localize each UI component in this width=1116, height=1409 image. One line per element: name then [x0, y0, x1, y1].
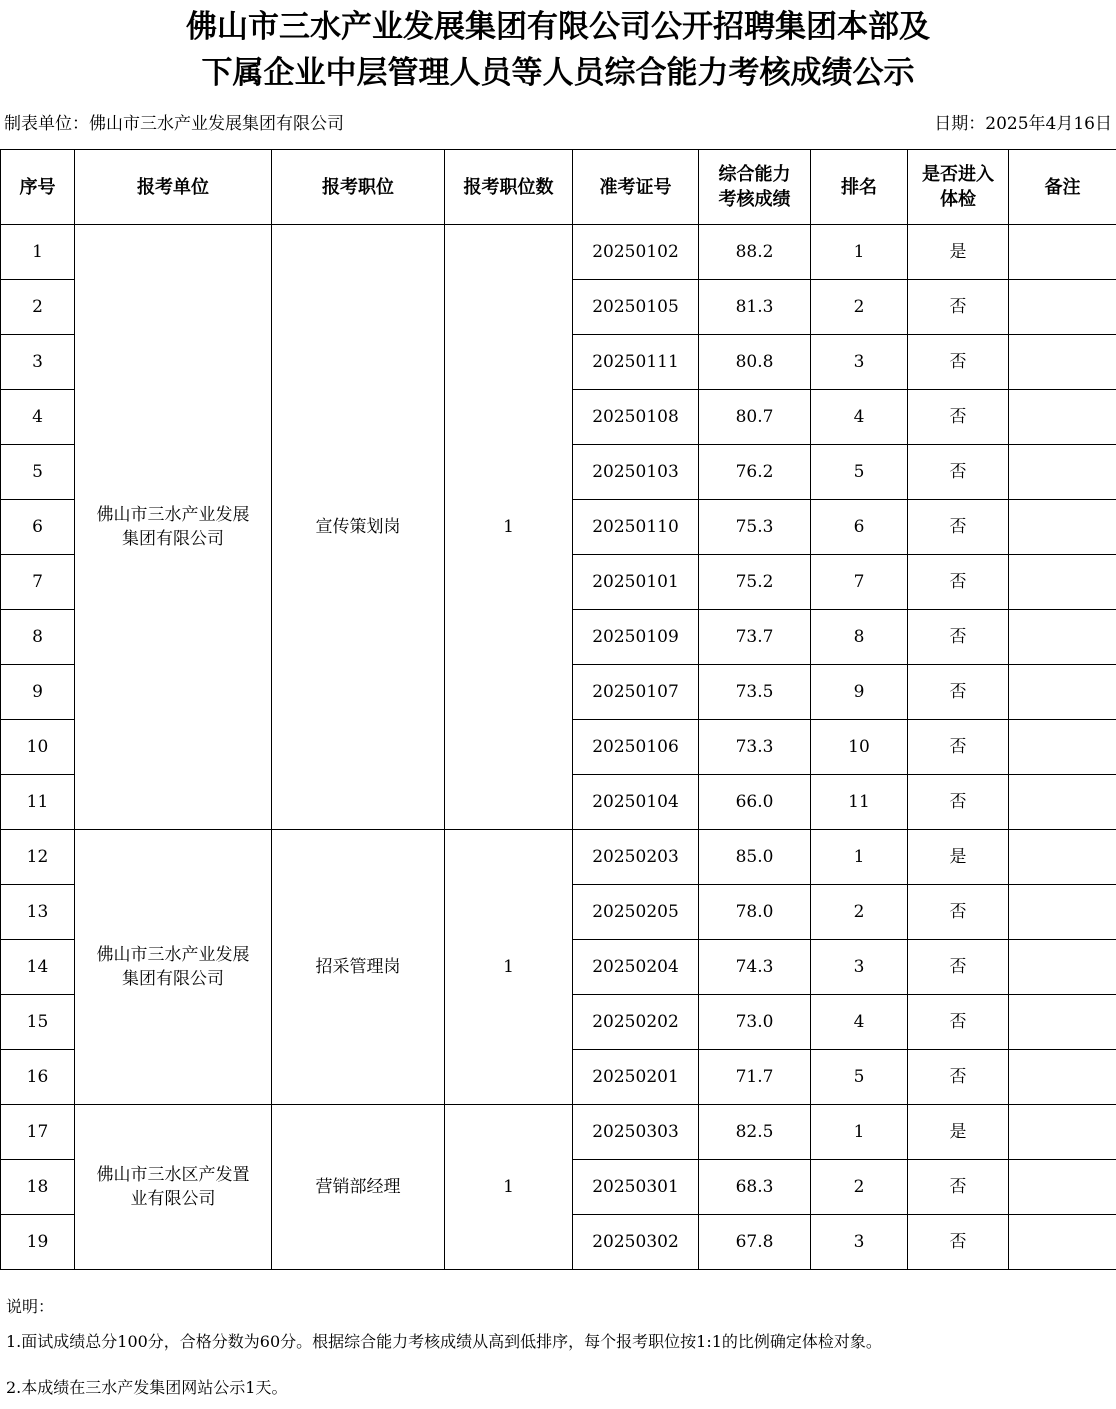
unit-line-2: 集团有限公司: [122, 529, 224, 549]
cell-remark: [1009, 885, 1116, 940]
cell-position: 招采管理岗: [272, 830, 445, 1105]
unit-line-2: 集团有限公司: [122, 969, 224, 989]
cell-seq: 1: [1, 225, 75, 280]
header-score-line-1: 综合能力: [718, 164, 791, 185]
cell-score: 75.2: [699, 555, 811, 610]
notes-heading: 说明：: [6, 1297, 55, 1316]
cell-exam-id: 20250109: [573, 610, 699, 665]
cell-exam-id: 20250106: [573, 720, 699, 775]
cell-exam-id: 20250201: [573, 1050, 699, 1105]
cell-exam-id: 20250108: [573, 390, 699, 445]
cell-score: 73.7: [699, 610, 811, 665]
cell-rank: 3: [811, 335, 908, 390]
cell-score: 73.5: [699, 665, 811, 720]
cell-seq: 18: [1, 1160, 75, 1215]
cell-rank: 11: [811, 775, 908, 830]
cell-physical: 否: [908, 1050, 1009, 1105]
cell-score: 68.3: [699, 1160, 811, 1215]
cell-rank: 4: [811, 995, 908, 1050]
cell-rank: 8: [811, 610, 908, 665]
cell-physical: 否: [908, 335, 1009, 390]
cell-score: 80.8: [699, 335, 811, 390]
cell-physical: 否: [908, 555, 1009, 610]
cell-physical: 否: [908, 610, 1009, 665]
cell-exam-id: 20250203: [573, 830, 699, 885]
cell-unit: [75, 830, 272, 1105]
cell-remark: [1009, 335, 1116, 390]
cell-remark: [1009, 720, 1116, 775]
cell-remark: [1009, 555, 1116, 610]
header-unit: 报考单位: [75, 150, 272, 225]
table-row: [1, 830, 1116, 885]
cell-remark: [1009, 830, 1116, 885]
cell-seq: 9: [1, 665, 75, 720]
cell-rank: 1: [811, 225, 908, 280]
cell-rank: 5: [811, 445, 908, 500]
header-physical-line-1: 是否进入: [922, 164, 994, 185]
cell-remark: [1009, 500, 1116, 555]
cell-rank: 3: [811, 1215, 908, 1270]
cell-seq: 4: [1, 390, 75, 445]
cell-unit: [75, 1105, 272, 1270]
cell-exam-id: 20250301: [573, 1160, 699, 1215]
cell-remark: [1009, 225, 1116, 280]
header-score-line-2: 考核成绩: [718, 189, 791, 210]
cell-rank: 1: [811, 830, 908, 885]
cell-seq: 7: [1, 555, 75, 610]
cell-remark: [1009, 665, 1116, 720]
cell-seq: 19: [1, 1215, 75, 1270]
note-item-2: 2.本成绩在三水产发集团网站公示1天。: [6, 1378, 288, 1397]
cell-unit: [75, 225, 272, 830]
cell-rank: 1: [811, 1105, 908, 1160]
cell-remark: [1009, 610, 1116, 665]
cell-score: 73.0: [699, 995, 811, 1050]
cell-rank: 2: [811, 885, 908, 940]
note-item-1: 1.面试成绩总分100分，合格分数为60分。根据综合能力考核成绩从高到低排序，每个报考职位按1:1的比例确定体检对象。: [6, 1332, 882, 1351]
cell-rank: 3: [811, 940, 908, 995]
cell-physical: 是: [908, 830, 1009, 885]
page-title-line-2: 下属企业中层管理人员等人员综合能力考核成绩公示: [201, 55, 915, 91]
cell-remark: [1009, 445, 1116, 500]
table-row: [1, 225, 1116, 280]
cell-seq: 11: [1, 775, 75, 830]
cell-rank: 5: [811, 1050, 908, 1105]
header-position-count: 报考职位数: [445, 150, 573, 225]
cell-score: 88.2: [699, 225, 811, 280]
cell-physical: 否: [908, 775, 1009, 830]
issuing-unit: 制表单位：佛山市三水产业发展集团有限公司: [4, 114, 344, 134]
header-seq: 序号: [1, 150, 75, 225]
cell-position-count: 1: [445, 830, 573, 1105]
cell-exam-id: 20250104: [573, 775, 699, 830]
cell-exam-id: 20250111: [573, 335, 699, 390]
cell-exam-id: 20250110: [573, 500, 699, 555]
cell-score: 85.0: [699, 830, 811, 885]
cell-exam-id: 20250103: [573, 445, 699, 500]
cell-exam-id: 20250202: [573, 995, 699, 1050]
cell-score: 74.3: [699, 940, 811, 995]
unit-line-1: 佛山市三水产业发展: [96, 945, 250, 965]
cell-rank: 9: [811, 665, 908, 720]
cell-remark: [1009, 1050, 1116, 1105]
cell-rank: 4: [811, 390, 908, 445]
cell-exam-id: 20250102: [573, 225, 699, 280]
publish-date: 日期：2025年4月16日: [934, 114, 1112, 134]
cell-physical: 否: [908, 280, 1009, 335]
cell-position: 营销部经理: [272, 1105, 445, 1270]
cell-score: 73.3: [699, 720, 811, 775]
cell-exam-id: 20250302: [573, 1215, 699, 1270]
cell-seq: 6: [1, 500, 75, 555]
header-physical-line-2: 体检: [940, 189, 976, 210]
cell-position: 宣传策划岗: [272, 225, 445, 830]
unit-line-1: 佛山市三水区产发置: [96, 1165, 250, 1185]
page-title-line-1: 佛山市三水产业发展集团有限公司公开招聘集团本部及: [186, 9, 930, 45]
cell-score: 67.8: [699, 1215, 811, 1270]
cell-exam-id: 20250107: [573, 665, 699, 720]
cell-score: 80.7: [699, 390, 811, 445]
header-score: [699, 150, 811, 225]
cell-physical: 否: [908, 1160, 1009, 1215]
header-physical: [908, 150, 1009, 225]
cell-rank: 7: [811, 555, 908, 610]
cell-seq: 8: [1, 610, 75, 665]
cell-position-count: 1: [445, 1105, 573, 1270]
cell-seq: 16: [1, 1050, 75, 1105]
cell-position-count: 1: [445, 225, 573, 830]
cell-seq: 5: [1, 445, 75, 500]
cell-remark: [1009, 1215, 1116, 1270]
table-header-row: [1, 150, 1116, 225]
cell-remark: [1009, 280, 1116, 335]
cell-remark: [1009, 940, 1116, 995]
cell-seq: 14: [1, 940, 75, 995]
cell-seq: 17: [1, 1105, 75, 1160]
cell-physical: 否: [908, 500, 1009, 555]
cell-exam-id: 20250205: [573, 885, 699, 940]
cell-remark: [1009, 390, 1116, 445]
cell-physical: 否: [908, 445, 1009, 500]
header-position: 报考职位: [272, 150, 445, 225]
cell-remark: [1009, 1105, 1116, 1160]
cell-seq: 2: [1, 280, 75, 335]
cell-remark: [1009, 1160, 1116, 1215]
results-table: [0, 149, 1116, 1270]
cell-seq: 3: [1, 335, 75, 390]
cell-exam-id: 20250204: [573, 940, 699, 995]
cell-score: 81.3: [699, 280, 811, 335]
cell-score: 75.3: [699, 500, 811, 555]
cell-physical: 否: [908, 720, 1009, 775]
cell-score: 66.0: [699, 775, 811, 830]
cell-seq: 13: [1, 885, 75, 940]
cell-remark: [1009, 775, 1116, 830]
cell-score: 82.5: [699, 1105, 811, 1160]
cell-exam-id: 20250105: [573, 280, 699, 335]
cell-rank: 2: [811, 1160, 908, 1215]
cell-rank: 10: [811, 720, 908, 775]
cell-physical: 否: [908, 390, 1009, 445]
cell-physical: 否: [908, 665, 1009, 720]
table-row: [1, 1105, 1116, 1160]
cell-physical: 否: [908, 1215, 1009, 1270]
cell-seq: 10: [1, 720, 75, 775]
cell-score: 71.7: [699, 1050, 811, 1105]
cell-physical: 否: [908, 995, 1009, 1050]
cell-score: 76.2: [699, 445, 811, 500]
cell-rank: 2: [811, 280, 908, 335]
cell-physical: 否: [908, 940, 1009, 995]
cell-physical: 否: [908, 885, 1009, 940]
cell-score: 78.0: [699, 885, 811, 940]
header-exam-id: 准考证号: [573, 150, 699, 225]
cell-seq: 12: [1, 830, 75, 885]
header-remark: 备注: [1009, 150, 1116, 225]
cell-exam-id: 20250101: [573, 555, 699, 610]
cell-physical: 是: [908, 225, 1009, 280]
cell-physical: 是: [908, 1105, 1009, 1160]
cell-exam-id: 20250303: [573, 1105, 699, 1160]
header-rank: 排名: [811, 150, 908, 225]
cell-remark: [1009, 995, 1116, 1050]
unit-line-1: 佛山市三水产业发展: [96, 505, 250, 525]
cell-rank: 6: [811, 500, 908, 555]
cell-seq: 15: [1, 995, 75, 1050]
unit-line-2: 业有限公司: [130, 1189, 216, 1209]
